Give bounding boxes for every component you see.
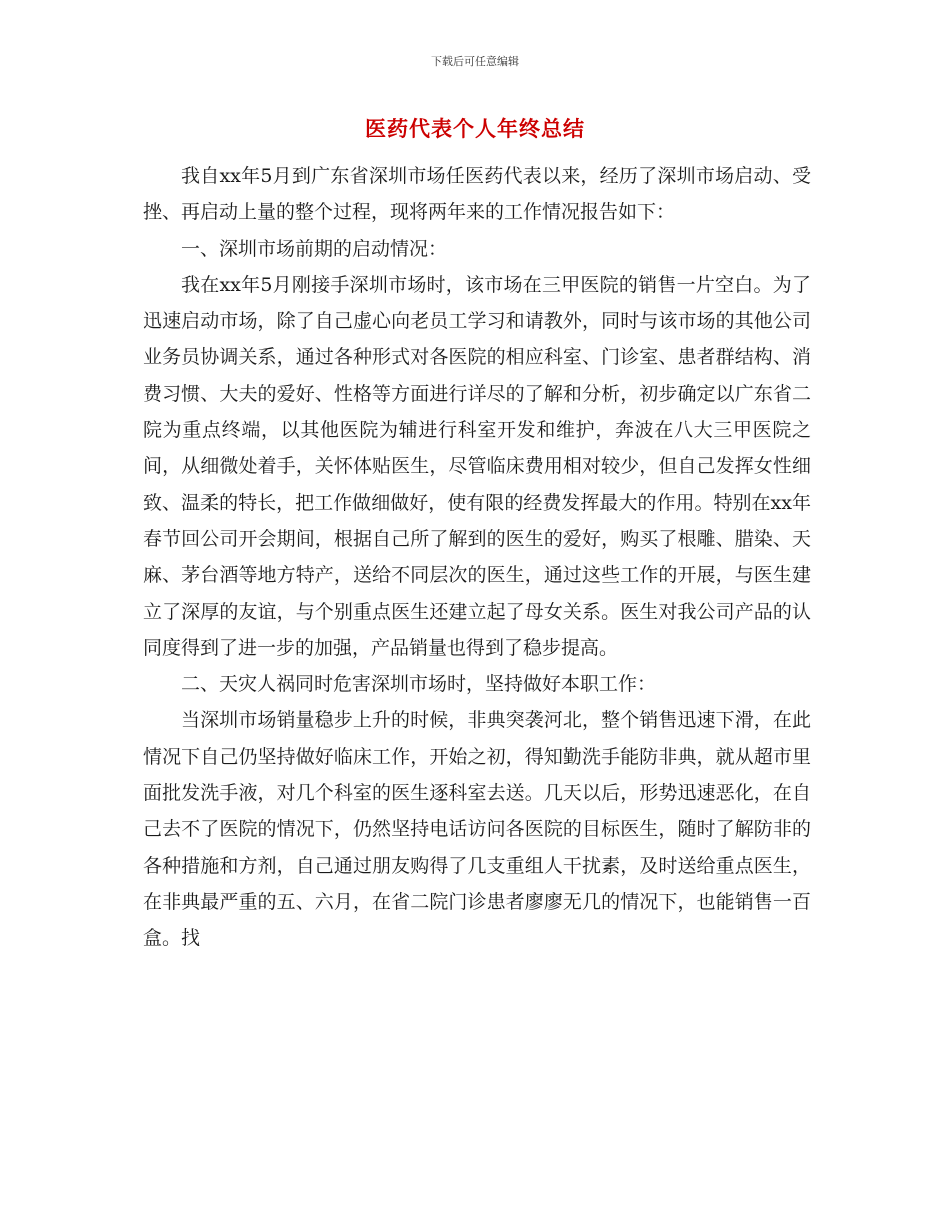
paragraph-section-1: 我在xx年5月刚接手深圳市场时，该市场在三甲医院的销售一片空白。为了迅速启动市场，除了自己虚心向老员工学习和请教外，同时与该市场的其他公司业务员协调关系，通过各种形式对各医院的相应科室、门诊室、患者群结构、消费习惯、大夫的爱好、性格等方面进行详尽的了解和分析，初步确定以广东省二院为重点终端，以其他医院为辅进行科室开发和维护，奔波在八大三甲医院之间，从细微处着手，关怀体贴医生，尽管临床费用相对较少，但自己发挥女性细致、温柔的特长，把工作做细做好，使有限的经费发挥最大的作用。特别在xx年春节回公司开会期间，根据自己所了解到的医生的爱好，购买了根雕、腊染、天麻、茅台酒等地方特产，送给不同层次的医生，通过这些工作的开展，与医生建立了深厚的友谊，与个别重点医生还建立起了母女关系。医生对我公司产品的认同度得到了进一步的加强，产品销量也得到了稳步提高。 xyxy=(143,273,811,659)
paragraph-section-2: 当深圳市场销量稳步上升的时候，非典突袭河北，整个销售迅速下滑，在此情况下自己仍坚持做好临床工作，开始之初，得知勤洗手能防非典，就从超市里面批发洗手液，对几个科室的医生逐科室去送。几天以后，形势迅速恶化，在自己去不了医院的情况下，仍然坚持电话访问各医院的目标医生，随时了解防非的各种措施和方剂，自己通过朋友购得了几支重组人干扰素，及时送给重点医生，在非典最严重的五、六月，在省二院门诊患者廖廖无几的情况下，也能销售一百盒。找 xyxy=(143,709,811,950)
document-title: 医药代表个人年终总结 xyxy=(365,117,585,141)
section-heading-2: 二、天灾人祸同时危害深圳市场时，坚持做好本职工作： xyxy=(181,673,657,696)
document-body xyxy=(143,158,811,957)
header-note: 下载后可任意编辑 xyxy=(431,55,519,68)
section-heading-1: 一、深圳市场前期的启动情况： xyxy=(181,237,448,260)
paragraph-intro: 我自xx年5月到广东省深圳市场任医药代表以来，经历了深圳市场启动、受挫、再启动上量的整个过程，现将两年来的工作情况报告如下： xyxy=(143,165,811,224)
